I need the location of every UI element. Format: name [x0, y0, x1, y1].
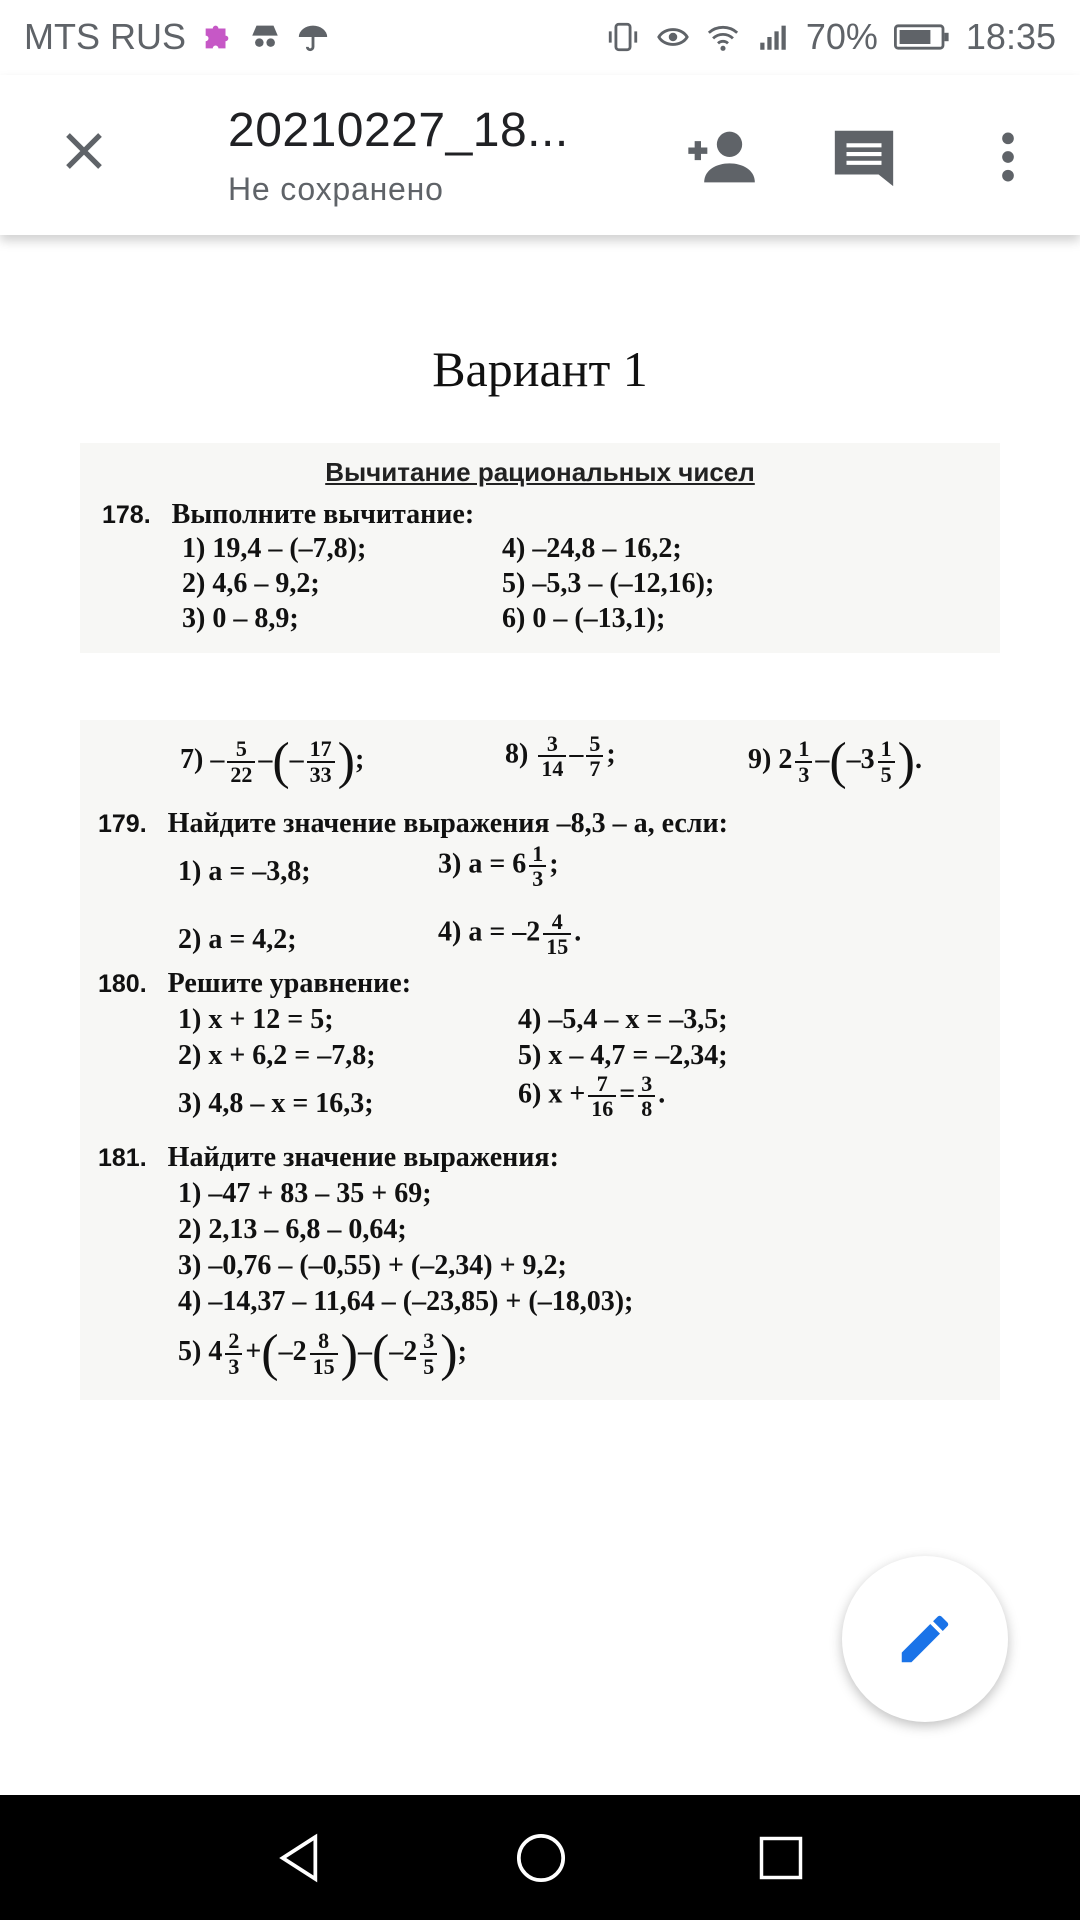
document-title: 20210227_18...: [228, 104, 569, 157]
signal-icon: [756, 20, 790, 54]
problem-task: Найдите значение выражения:: [167, 1142, 559, 1173]
battery-percent: 70%: [805, 16, 878, 57]
system-nav-bar: [0, 1795, 1080, 1920]
problem-181-item-5: 5) 4 $\frac{2}{3}$ +(–2 $\frac{8}{15}$ )–(–2 $\frac{3}{5}$ );: [178, 1325, 467, 1382]
problem-178-item-9: 9) 2 $\frac{1}{3}$ –(–3 $\frac{1}{5}$ ).: [748, 733, 922, 790]
fraction: $\frac{3}{14}$: [538, 732, 566, 780]
fraction: $\frac{8}{15}$: [310, 1329, 338, 1377]
battery-charging-icon: [894, 20, 950, 54]
problem-181-item-3: 3) –0,76 – (–0,55) + (–2,34) + 9,2;: [178, 1250, 567, 1281]
fraction: $\frac{7}{16}$: [588, 1072, 616, 1120]
back-triangle-icon: [271, 1830, 327, 1886]
problem-number: 180.: [98, 970, 147, 998]
scan-image-1: [80, 443, 1000, 653]
variant-title: Вариант 1: [432, 341, 648, 397]
fraction: $\frac{4}{15}$: [543, 910, 571, 958]
item-label: 4) a = –2: [438, 916, 541, 948]
app-header: [0, 75, 1080, 235]
fraction: $\frac{1}{3}$: [529, 842, 546, 890]
puzzle-notification-icon: [200, 20, 234, 54]
problem-180-item-4: 4) –5,4 – x = –3,5;: [518, 1004, 728, 1035]
nav-home-button[interactable]: [506, 1823, 576, 1893]
more-vert-icon: [998, 129, 1018, 185]
problem-180-item-3: 3) 4,8 – x = 16,3;: [178, 1088, 374, 1119]
problem-178-item-4: 4) –24,8 – 16,2;: [502, 533, 682, 564]
problem-181-item-2: 2) 2,13 – 6,8 – 0,64;: [178, 1214, 407, 1245]
whole-part: –2: [278, 1335, 307, 1367]
save-status: Не сохранено: [228, 171, 444, 207]
problem-179-item-3: 3) a = 6 $\frac{1}{3}$ ;: [438, 841, 559, 892]
more-options-button[interactable]: [968, 117, 1048, 197]
problem-178-item-5: 5) –5,3 – (–12,16);: [502, 568, 715, 599]
home-circle-icon: [513, 1830, 569, 1886]
problem-179-item-4: 4) a = –2 $\frac{4}{15}$ .: [438, 909, 582, 960]
fraction: $\frac{1}{3}$: [795, 737, 812, 785]
problem-180-item-2: 2) x + 6,2 = –7,8;: [178, 1040, 376, 1071]
comment-button[interactable]: [824, 117, 904, 197]
problem-number: 181.: [98, 1144, 147, 1172]
fraction: $\frac{5}{22}$: [227, 737, 255, 785]
add-person-button[interactable]: [680, 117, 760, 197]
clock: 18:35: [965, 16, 1056, 57]
problem-178-heading: [102, 499, 474, 531]
item-label: 5) 4: [178, 1335, 223, 1367]
item-label: 6) x +: [518, 1078, 586, 1110]
problem-179-item-1: 1) a = –3,8;: [178, 856, 311, 887]
fraction: $\frac{1}{5}$: [878, 737, 895, 785]
item-label: 7): [180, 743, 204, 775]
problem-181-item-1: 1) –47 + 83 – 35 + 69;: [178, 1178, 432, 1209]
problem-task: Выполните вычитание:: [171, 499, 475, 530]
umbrella-notification-icon: [296, 20, 330, 54]
fraction: $\frac{3}{8}$: [638, 1072, 655, 1120]
scan-image-2: [80, 720, 1000, 1400]
pencil-icon: [894, 1608, 956, 1670]
problem-181-heading: [98, 1142, 559, 1174]
problem-178-item-7: 7) – $\frac{5}{22}$ –(– $\frac{17}{33}$ );: [180, 733, 365, 790]
fraction: $\frac{2}{3}$: [225, 1329, 242, 1377]
status-bar: [0, 0, 1080, 75]
whole-part: –3: [846, 743, 875, 775]
wifi-icon: [706, 20, 740, 54]
fraction: $\frac{3}{5}$: [420, 1329, 437, 1377]
problem-number: 179.: [98, 810, 147, 838]
item-label: 3) a = 6: [438, 848, 527, 880]
problem-task: Найдите значение выражения –8,3 – a, если:: [167, 808, 728, 839]
comment-icon: [829, 122, 899, 192]
vibrate-icon: [606, 20, 640, 54]
problem-179-item-2: 2) a = 4,2;: [178, 924, 297, 955]
eye-comfort-icon: [656, 20, 690, 54]
fraction: $\frac{5}{7}$: [586, 732, 603, 780]
problem-181-item-4: 4) –14,37 – 11,64 – (–23,85) + (–18,03);: [178, 1286, 634, 1317]
whole-part: 2: [778, 743, 793, 775]
problem-180-item-1: 1) x + 12 = 5;: [178, 1004, 334, 1035]
problem-178-item-1: 1) 19,4 – (–7,8);: [182, 533, 367, 564]
problem-178-item-3: 3) 0 – 8,9;: [182, 603, 299, 634]
person-add-icon: [682, 119, 758, 195]
whole-part: –2: [389, 1335, 418, 1367]
problem-180-item-6: 6) x + $\frac{7}{16}$ = $\frac{3}{8}$ .: [518, 1071, 666, 1122]
item-label: 8): [505, 738, 529, 770]
problem-178-item-2: 2) 4,6 – 9,2;: [182, 568, 320, 599]
incognito-notification-icon: [248, 20, 282, 54]
close-button[interactable]: [48, 115, 120, 187]
edit-fab-button[interactable]: [842, 1556, 1008, 1722]
section-title: Вычитание рациональных чисел: [325, 457, 755, 487]
problem-180-item-5: 5) x – 4,7 = –2,34;: [518, 1040, 728, 1071]
nav-recents-button[interactable]: [746, 1823, 816, 1893]
nav-back-button[interactable]: [264, 1823, 334, 1893]
problem-180-heading: [98, 968, 411, 1000]
problem-178-item-6: 6) 0 – (–13,1);: [502, 603, 666, 634]
fraction: $\frac{17}{33}$: [307, 737, 335, 785]
problem-178-item-8: 8) $\frac{3}{14}$ – $\frac{5}{7}$ ;: [505, 731, 616, 782]
problem-179-heading: [98, 808, 728, 840]
recents-square-icon: [755, 1832, 807, 1884]
problem-task: Решите уравнение:: [167, 968, 412, 999]
carrier-name: MTS RUS: [24, 16, 186, 57]
item-label: 9): [748, 743, 772, 775]
problem-number: 178.: [102, 501, 151, 529]
close-icon: [60, 127, 108, 175]
